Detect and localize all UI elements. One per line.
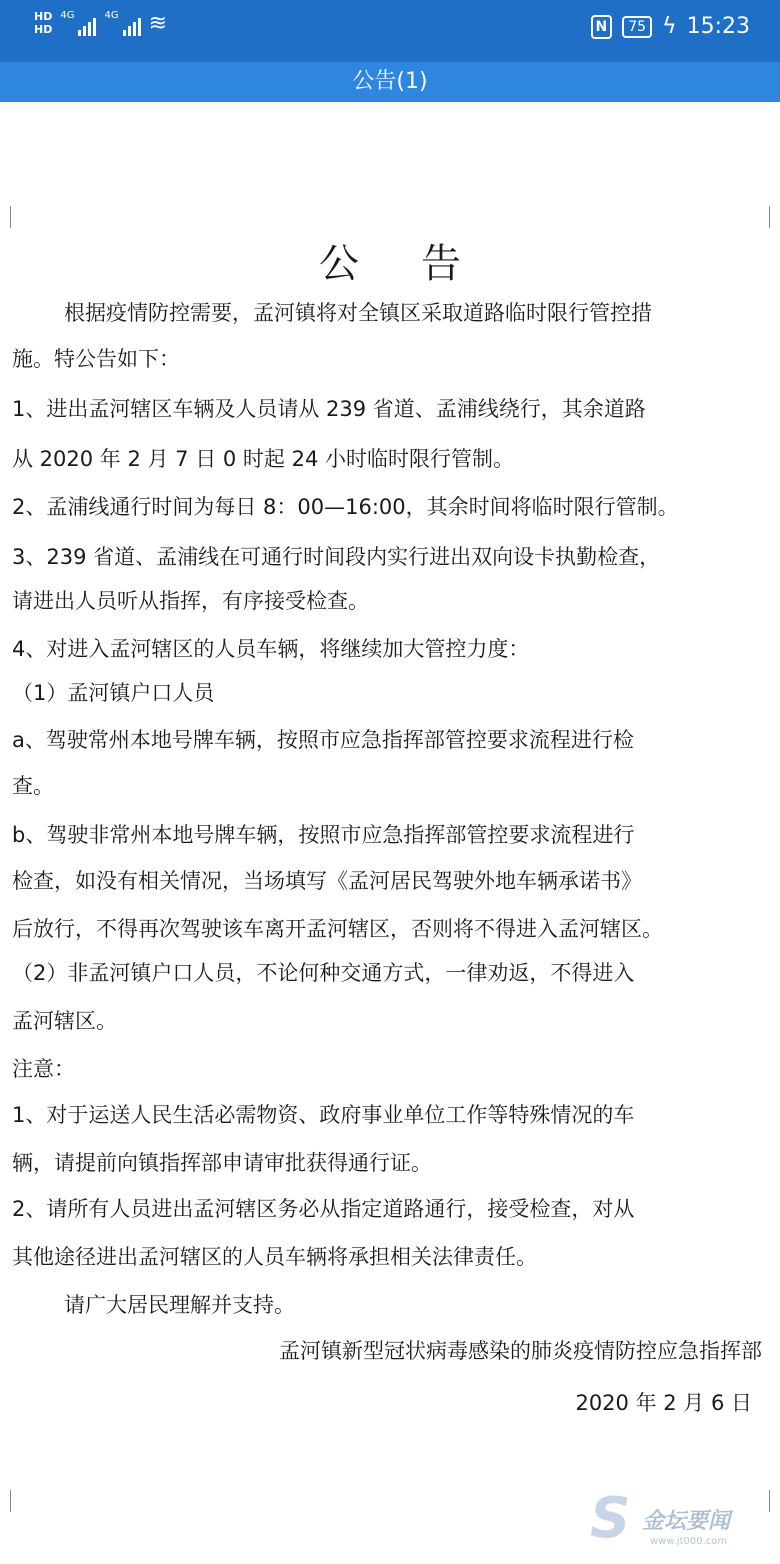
crop-mark — [769, 206, 780, 228]
charging-icon: ϟ — [662, 14, 677, 39]
wifi-icon: ≋ — [148, 10, 168, 36]
paragraph-line: 2、请所有人员进出孟河辖区务必从指定道路通行，接受检查，对从 — [12, 1197, 635, 1221]
signal-icon-1 — [60, 10, 96, 36]
paragraph-line: 后放行，不得再次驾驶该车离开孟河辖区，否则将不得进入孟河辖区。 — [12, 917, 663, 941]
battery-icon: 75 — [622, 16, 652, 38]
paragraph-line: 根据疫情防控需要，孟河镇将对全镇区采取道路临时限行管控措 — [64, 301, 652, 325]
crop-mark — [769, 1490, 780, 1512]
crop-mark — [0, 206, 11, 228]
paragraph-line: 辆，请提前向镇指挥部申请审批获得通行证。 — [12, 1151, 432, 1175]
watermark-logo — [590, 1484, 770, 1554]
paragraph-line: 从 2020 年 2 月 7 日 0 时起 24 小时临时限行管制。 — [12, 447, 514, 471]
paragraph-line: 孟河辖区。 — [12, 1009, 117, 1033]
paragraph-line: b、驾驶非常州本地号牌车辆，按照市应急指挥部管控要求流程进行 — [12, 823, 635, 847]
status-left — [34, 10, 167, 36]
paragraph-line: （1）孟河镇户口人员 — [12, 681, 215, 705]
status-bar — [0, 0, 780, 62]
page-title: 公告(1) — [0, 62, 780, 102]
logo-icon: S — [590, 1486, 631, 1551]
paragraph-line: 注意： — [12, 1057, 75, 1081]
crop-mark — [0, 1490, 11, 1512]
document-title: 公告 — [319, 241, 523, 287]
paragraph-line: 查。 — [12, 774, 54, 798]
paragraph-line: 3、239 省道、孟浦线在可通行时间段内实行进出双向设卡执勤检查， — [12, 545, 661, 569]
nfc-icon: N — [591, 15, 613, 39]
signature: 孟河镇新型冠状病毒感染的肺炎疫情防控应急指挥部 — [279, 1339, 762, 1363]
paragraph-line: 请广大居民理解并支持。 — [64, 1293, 295, 1317]
paragraph-line: 1、对于运送人民生活必需物资、政府事业单位工作等特殊情况的车 — [12, 1103, 635, 1127]
document-date: 2020 年 2 月 6 日 — [575, 1391, 752, 1415]
clock: 15:23 — [686, 14, 750, 39]
paragraph-line: 请进出人员听从指挥，有序接受检查。 — [12, 589, 369, 613]
status-right — [591, 14, 750, 39]
paragraph-line: 施。特公告如下： — [12, 347, 180, 371]
signal-icon-2 — [104, 10, 140, 36]
network-type-1: 4G — [60, 10, 75, 21]
paragraph-line: 2、孟浦线通行时间为每日 8：00—16:00，其余时间将临时限行管制。 — [12, 495, 679, 519]
paragraph-line: 检查，如没有相关情况，当场填写《孟河居民驾驶外地车辆承诺书》 — [12, 869, 642, 893]
hd-badge-2: HD — [34, 23, 53, 36]
watermark-text: 金坛要闻 — [642, 1509, 731, 1534]
hd-badge-1: HD — [34, 10, 53, 23]
paragraph-line: 1、进出孟河辖区车辆及人员请从 239 省道、孟浦线绕行，其余道路 — [12, 397, 646, 421]
paragraph-line: 其他途径进出孟河辖区的人员车辆将承担相关法律责任。 — [12, 1245, 537, 1269]
paragraph-line: a、驾驶常州本地号牌车辆，按照市应急指挥部管控要求流程进行检 — [12, 728, 634, 752]
watermark-url: www.jt000.com — [650, 1536, 728, 1547]
network-type-2: 4G — [104, 10, 119, 21]
hd-indicators — [34, 10, 52, 36]
paragraph-line: 4、对进入孟河辖区的人员车辆，将继续加大管控力度： — [12, 637, 530, 661]
paragraph-line: （2）非孟河镇户口人员，不论何种交通方式，一律劝返，不得进入 — [12, 961, 635, 985]
